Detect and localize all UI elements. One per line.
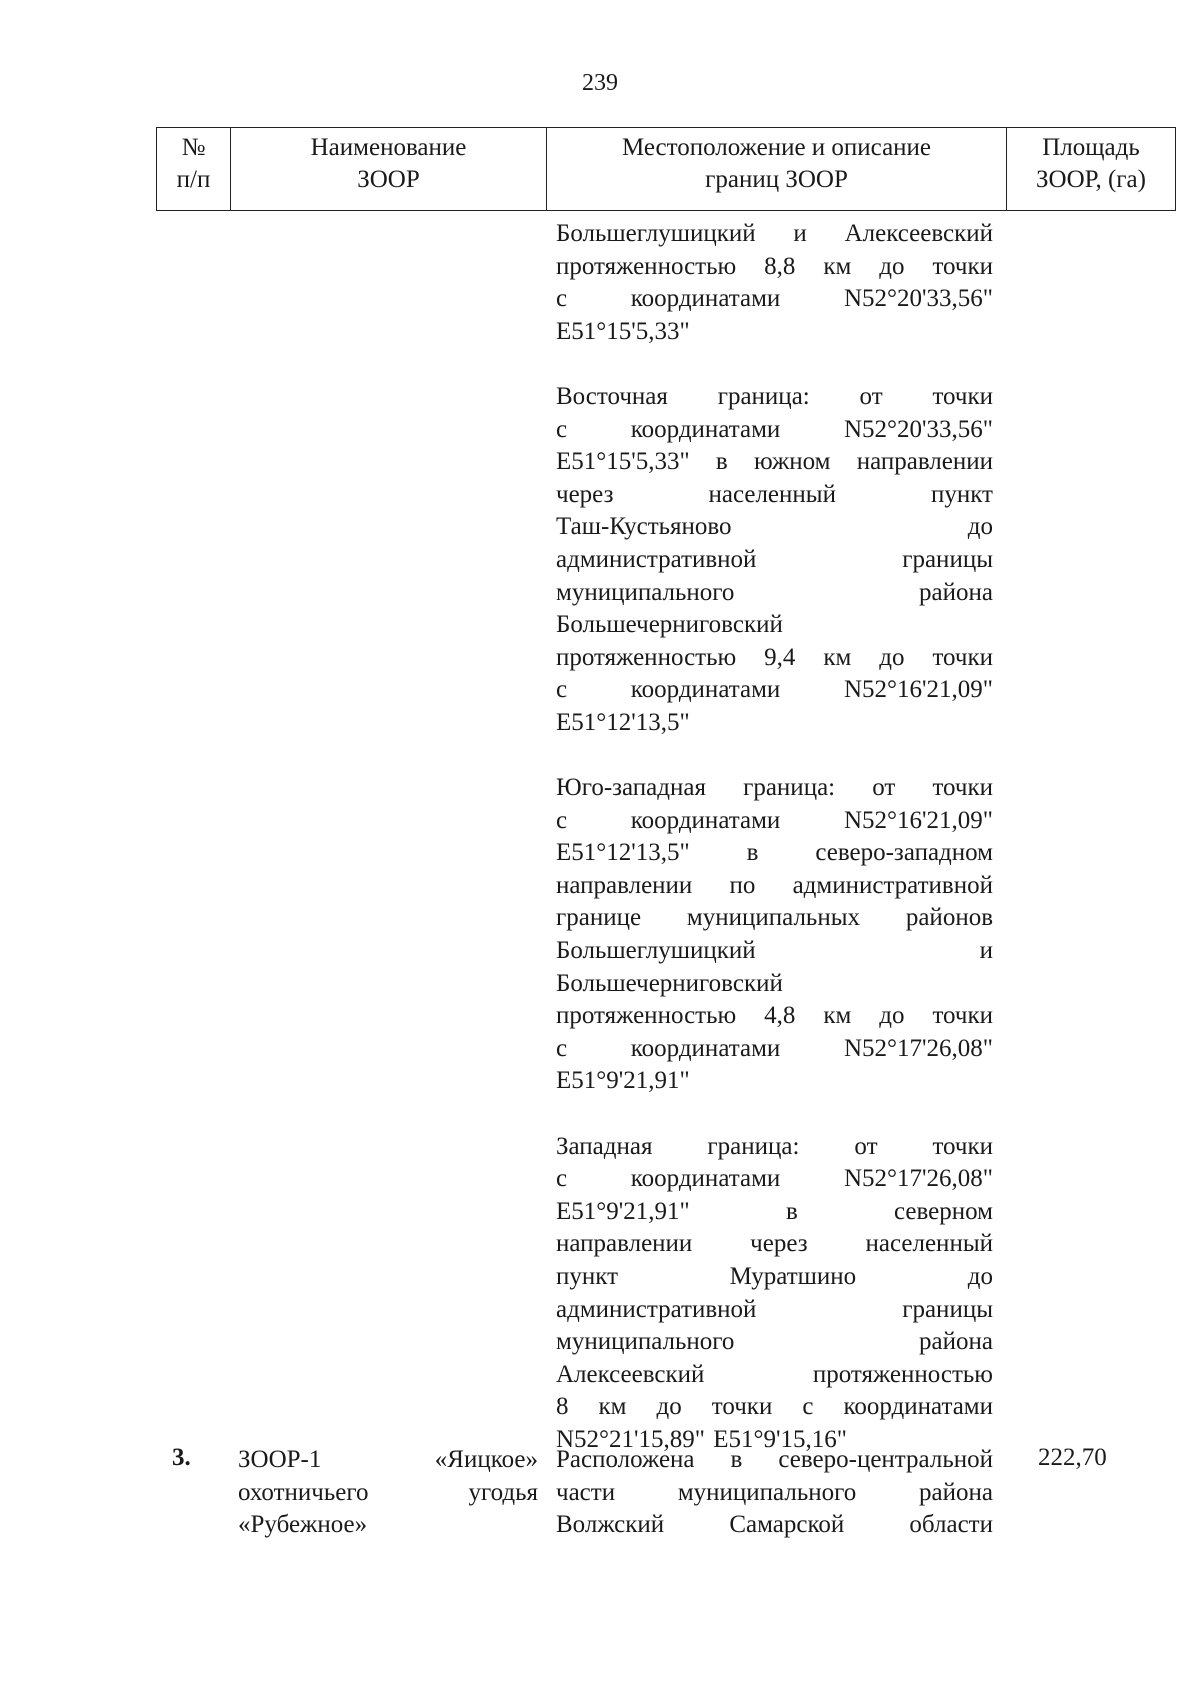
desc-line: протяженностью 8,8 км до точки	[556, 252, 993, 280]
desc-line: E51°15'5,33"	[556, 317, 690, 345]
header-col-area	[1006, 128, 1176, 210]
desc-line: с координатами N52°20'33,56"	[556, 415, 993, 443]
desc-line: Большечерниговский	[556, 611, 783, 639]
desc-line: E51°9'21,91"	[556, 1067, 690, 1095]
desc-line: с координатами N52°16'21,09"	[556, 806, 993, 834]
header-col-location-text: Местоположение и описание границ ЗООР	[621, 134, 932, 193]
desc-line: 8 км до точки с координатами	[556, 1393, 993, 1421]
desc-line: протяженностью 4,8 км до точки	[556, 1002, 993, 1030]
row-desc-line: части муниципального района	[556, 1478, 993, 1506]
desc-line: через населенный пункт	[556, 480, 993, 508]
row-name-line: ЗООР-1 «Яицкое»	[238, 1446, 538, 1473]
description-paragraph-1	[556, 218, 993, 348]
header-col-number	[156, 128, 230, 210]
desc-line: административной границы	[556, 545, 993, 573]
description-paragraph-southwest-border	[556, 772, 993, 1098]
row-desc-line: Волжский Самарской области	[556, 1511, 993, 1539]
desc-line: E51°12'13,5"	[556, 708, 690, 736]
header-col-name	[230, 128, 546, 210]
desc-line: Таш-Кустьяново до	[556, 513, 993, 541]
desc-line: муниципального района	[556, 578, 993, 606]
desc-line: с координатами N52°16'21,09"	[556, 676, 993, 704]
desc-line: Большеглушицкий и Алексеевский	[556, 220, 993, 247]
desc-line: Большеглушицкий и	[556, 937, 993, 965]
continued-description	[556, 218, 993, 1457]
desc-line: пункт Муратшино до	[556, 1263, 993, 1290]
description-paragraph-west-border	[556, 1131, 993, 1457]
desc-line: E51°9'21,91" в северном	[556, 1197, 993, 1225]
header-col-number-text: № п/п	[176, 134, 211, 193]
desc-line: N52°21'15,89" E51°9'15,16"	[556, 1425, 847, 1453]
row-name-line: охотничьего угодья	[238, 1478, 538, 1506]
desc-line: с координатами N52°17'26,08"	[556, 1165, 993, 1193]
desc-line: с координатами N52°20'33,56"	[556, 285, 993, 313]
description-paragraph-east-border	[556, 381, 993, 740]
row-description	[556, 1444, 993, 1542]
row-desc-line: Расположена в северо-центральной	[556, 1446, 993, 1473]
header-col-location	[546, 128, 1006, 210]
desc-line: направлении через населенный	[556, 1230, 993, 1258]
header-col-area-text: Площадь ЗООР, (га)	[1036, 134, 1146, 193]
desc-line: Западная граница: от точки	[556, 1132, 993, 1160]
desc-line: границе муниципальных районов	[556, 904, 993, 932]
desc-line: протяженностью 9,4 км до точки	[556, 643, 993, 671]
desc-line: административной границы	[556, 1295, 993, 1323]
desc-line: E51°15'5,33" в южном направлении	[556, 448, 993, 476]
row-area: 222,70	[1038, 1444, 1107, 1471]
row-name-line: «Рубежное»	[238, 1511, 368, 1539]
desc-line: E51°12'13,5" в северо-западном	[556, 839, 993, 867]
row-number: 3.	[172, 1444, 191, 1471]
page-number: 239	[582, 70, 618, 96]
desc-line: Юго-западная граница: от точки	[556, 774, 993, 802]
row-name	[238, 1444, 538, 1542]
desc-line: с координатами N52°17'26,08"	[556, 1034, 993, 1062]
desc-line: муниципального района	[556, 1328, 993, 1356]
desc-line: направлении по административной	[556, 871, 993, 899]
desc-line: Большечерниговский	[556, 969, 783, 997]
table-header	[156, 127, 1176, 211]
header-col-name-text: Наименование ЗООР	[310, 134, 467, 193]
desc-line: Алексеевский протяженностью	[556, 1360, 993, 1388]
desc-line: Восточная граница: от точки	[556, 382, 993, 410]
